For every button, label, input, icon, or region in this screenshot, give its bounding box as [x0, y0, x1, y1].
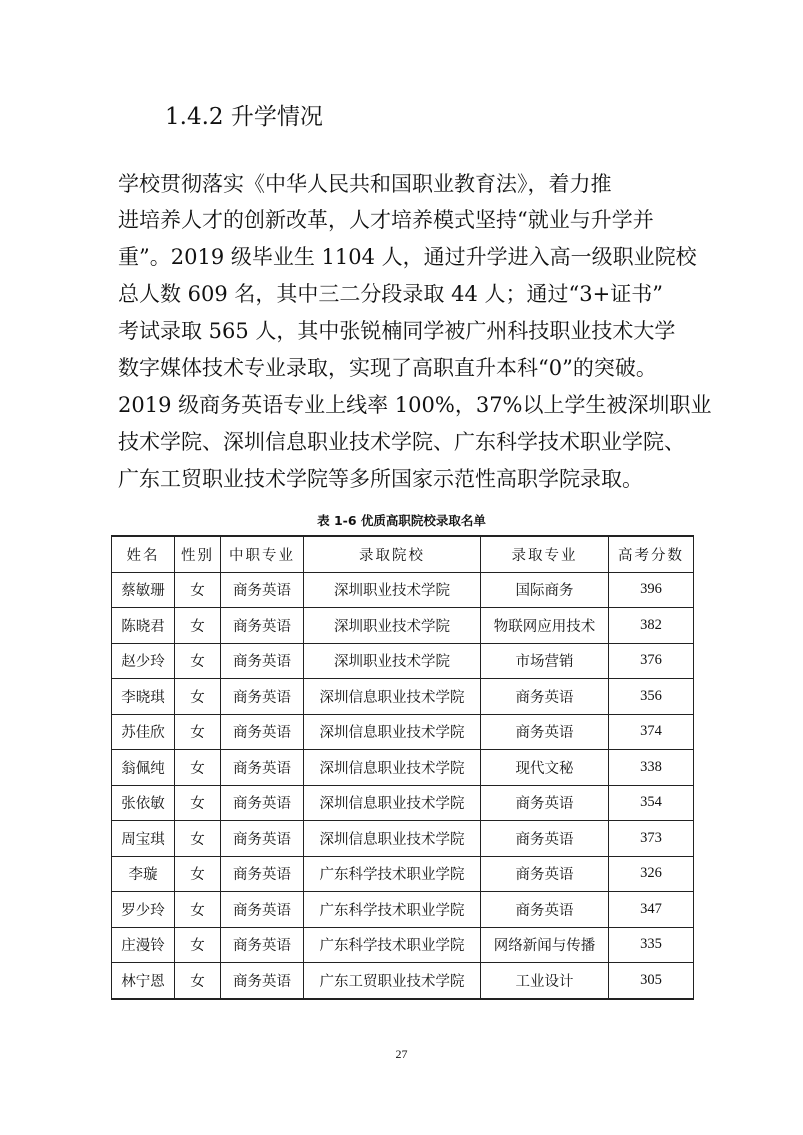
- cell-gender: 女: [175, 714, 221, 750]
- cell-exam-score: 373: [609, 821, 694, 857]
- cell-admitted-major: 网络新闻与传播: [481, 927, 609, 963]
- cell-gender: 女: [175, 821, 221, 857]
- cell-admitted-major: 商务英语: [481, 679, 609, 715]
- header-exam-score: 高考分数: [609, 536, 694, 572]
- cell-exam-score: 338: [609, 750, 694, 786]
- cell-gender: 女: [175, 750, 221, 786]
- cell-exam-score: 396: [609, 572, 694, 608]
- header-admitted-college: 录取院校: [304, 536, 481, 572]
- cell-vocational-major: 商务英语: [221, 856, 304, 892]
- cell-vocational-major: 商务英语: [221, 892, 304, 928]
- cell-exam-score: 347: [609, 892, 694, 928]
- body-line: 考试录取 565 人，其中张锐楠同学被广州科技职业技术大学: [118, 319, 676, 343]
- cell-exam-score: 356: [609, 679, 694, 715]
- cell-name: 张依敏: [112, 785, 175, 821]
- table-row: [112, 821, 694, 857]
- cell-exam-score: 376: [609, 643, 694, 679]
- body-line: 数字媒体技术专业录取，实现了高职直升本科“0”的突破。: [118, 356, 657, 380]
- table-header-row: [112, 536, 694, 572]
- cell-vocational-major: 商务英语: [221, 963, 304, 999]
- table-row: [112, 963, 694, 999]
- cell-admitted-major: 商务英语: [481, 714, 609, 750]
- body-line: 学校贯彻落实《中华人民共和国职业教育法》，着力推: [118, 172, 612, 196]
- body-line: 2019 级商务英语专业上线率 100%，37%以上学生被深圳职业: [118, 393, 712, 417]
- cell-name: 赵少玲: [112, 643, 175, 679]
- cell-exam-score: 354: [609, 785, 694, 821]
- cell-admitted-college: 深圳职业技术学院: [304, 608, 481, 644]
- cell-admitted-major: 商务英语: [481, 785, 609, 821]
- table-row: [112, 927, 694, 963]
- header-vocational-major: 中职专业: [221, 536, 304, 572]
- cell-name: 翁佩纯: [112, 750, 175, 786]
- cell-vocational-major: 商务英语: [221, 821, 304, 857]
- body-line: 重”。2019 级毕业生 1104 人，通过升学进入高一级职业院校: [118, 245, 697, 269]
- cell-admitted-college: 深圳职业技术学院: [304, 572, 481, 608]
- cell-vocational-major: 商务英语: [221, 927, 304, 963]
- cell-admitted-college: 深圳信息职业技术学院: [304, 785, 481, 821]
- cell-gender: 女: [175, 856, 221, 892]
- cell-vocational-major: 商务英语: [221, 643, 304, 679]
- cell-exam-score: 305: [609, 963, 694, 999]
- cell-gender: 女: [175, 785, 221, 821]
- cell-name: 罗少玲: [112, 892, 175, 928]
- body-line: 进培养人才的创新改革，人才培养模式坚持“就业与升学并: [118, 208, 654, 232]
- cell-gender: 女: [175, 643, 221, 679]
- admission-table: [111, 535, 694, 1000]
- cell-admitted-college: 广东科学技术职业学院: [304, 927, 481, 963]
- cell-name: 苏佳欣: [112, 714, 175, 750]
- cell-gender: 女: [175, 963, 221, 999]
- cell-admitted-college: 广东科学技术职业学院: [304, 856, 481, 892]
- cell-admitted-college: 深圳信息职业技术学院: [304, 714, 481, 750]
- cell-admitted-college: 深圳信息职业技术学院: [304, 750, 481, 786]
- table-row: [112, 572, 694, 608]
- page-number: 27: [395, 1047, 408, 1061]
- cell-admitted-college: 深圳信息职业技术学院: [304, 679, 481, 715]
- cell-admitted-major: 商务英语: [481, 892, 609, 928]
- cell-exam-score: 382: [609, 608, 694, 644]
- cell-vocational-major: 商务英语: [221, 785, 304, 821]
- table-row: [112, 856, 694, 892]
- cell-vocational-major: 商务英语: [221, 608, 304, 644]
- cell-admitted-college: 广东科学技术职业学院: [304, 892, 481, 928]
- cell-admitted-college: 广东工贸职业技术学院: [304, 963, 481, 999]
- table-row: [112, 643, 694, 679]
- cell-gender: 女: [175, 572, 221, 608]
- cell-admitted-major: 现代文秘: [481, 750, 609, 786]
- table-body: [112, 572, 694, 999]
- section-heading: 1.4.2 升学情况: [165, 104, 323, 130]
- cell-vocational-major: 商务英语: [221, 750, 304, 786]
- cell-name: 蔡敏珊: [112, 572, 175, 608]
- cell-exam-score: 326: [609, 856, 694, 892]
- cell-name: 周宝琪: [112, 821, 175, 857]
- table-row: [112, 785, 694, 821]
- cell-vocational-major: 商务英语: [221, 679, 304, 715]
- cell-admitted-major: 国际商务: [481, 572, 609, 608]
- cell-admitted-major: 市场营销: [481, 643, 609, 679]
- table-row: [112, 714, 694, 750]
- cell-exam-score: 335: [609, 927, 694, 963]
- table-row: [112, 892, 694, 928]
- cell-name: 李璇: [112, 856, 175, 892]
- header-gender: 性别: [175, 536, 221, 572]
- cell-exam-score: 374: [609, 714, 694, 750]
- table-row: [112, 679, 694, 715]
- table-row: [112, 750, 694, 786]
- cell-gender: 女: [175, 927, 221, 963]
- cell-name: 林宁恩: [112, 963, 175, 999]
- cell-admitted-major: 商务英语: [481, 821, 609, 857]
- body-line: 总人数 609 名，其中三二分段录取 44 人；通过“3+证书”: [118, 282, 663, 306]
- table-caption: 表 1-6 优质高职院校录取名单: [317, 513, 486, 528]
- cell-vocational-major: 商务英语: [221, 714, 304, 750]
- cell-admitted-college: 深圳信息职业技术学院: [304, 821, 481, 857]
- cell-gender: 女: [175, 608, 221, 644]
- cell-gender: 女: [175, 892, 221, 928]
- header-name: 姓名: [112, 536, 175, 572]
- cell-admitted-major: 物联网应用技术: [481, 608, 609, 644]
- header-admitted-major: 录取专业: [481, 536, 609, 572]
- cell-name: 庄漫铃: [112, 927, 175, 963]
- cell-admitted-major: 工业设计: [481, 963, 609, 999]
- cell-gender: 女: [175, 679, 221, 715]
- cell-name: 李晓琪: [112, 679, 175, 715]
- cell-admitted-major: 商务英语: [481, 856, 609, 892]
- body-line: 技术学院、深圳信息职业技术学院、广东科学技术职业学院、: [118, 430, 685, 454]
- body-line: 广东工贸职业技术学院等多所国家示范性高职学院录取。: [118, 467, 643, 491]
- cell-admitted-college: 深圳职业技术学院: [304, 643, 481, 679]
- cell-vocational-major: 商务英语: [221, 572, 304, 608]
- table-row: [112, 608, 694, 644]
- cell-name: 陈晓君: [112, 608, 175, 644]
